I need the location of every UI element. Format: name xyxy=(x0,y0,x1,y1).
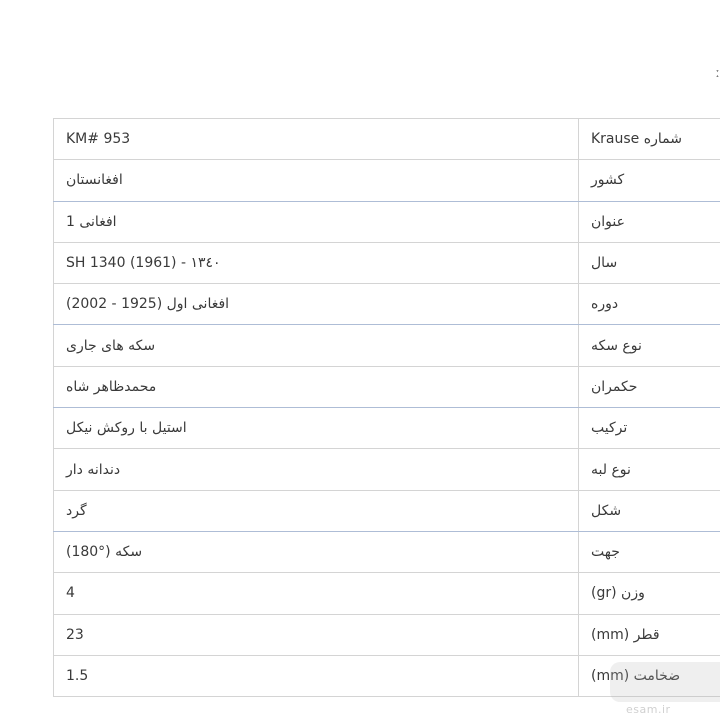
spec-label: ترکیب xyxy=(579,408,720,449)
table-row xyxy=(54,614,720,655)
table-row xyxy=(54,531,720,572)
table-row xyxy=(54,160,720,201)
spec-label: وزن (gr) xyxy=(579,573,720,614)
spec-value: افغانی اول (1925 - 2002) xyxy=(54,284,579,325)
table-row xyxy=(54,490,720,531)
table-row xyxy=(54,284,720,325)
spec-value: سکه های جاری xyxy=(54,325,579,366)
spec-label: کشور xyxy=(579,160,720,201)
table-row xyxy=(54,573,720,614)
spec-value: (180°) سکه xyxy=(54,531,579,572)
spec-value: 4 xyxy=(54,573,579,614)
spec-label: عنوان xyxy=(579,201,720,242)
spec-value: KM# 953 xyxy=(54,119,579,160)
coin-specs-table xyxy=(53,118,720,697)
table-row xyxy=(54,119,720,160)
spec-label: شکل xyxy=(579,490,720,531)
table-row xyxy=(54,655,720,696)
spec-value: گرد xyxy=(54,490,579,531)
spec-label: جهت xyxy=(579,531,720,572)
spec-label: ضخامت (mm) xyxy=(579,655,720,696)
spec-value: افغانستان xyxy=(54,160,579,201)
spec-value: 23 xyxy=(54,614,579,655)
spec-value: محمدظاهر شاه xyxy=(54,366,579,407)
specs-table-body xyxy=(54,119,720,697)
spec-value: دندانه دار xyxy=(54,449,579,490)
table-row xyxy=(54,366,720,407)
spec-value: استیل با روکش نیکل xyxy=(54,408,579,449)
spec-label: شماره Krause xyxy=(579,119,720,160)
spec-label: حکمران xyxy=(579,366,720,407)
spec-label: سال xyxy=(579,242,720,283)
spec-label: نوع سکه xyxy=(579,325,720,366)
spec-value: 1.5 xyxy=(54,655,579,696)
table-row xyxy=(54,325,720,366)
watermark-text: esam.ir xyxy=(626,703,671,716)
table-row xyxy=(54,449,720,490)
table-row xyxy=(54,242,720,283)
spec-value: SH 1340 (1961) - ۱۳٤۰ xyxy=(54,242,579,283)
edge-glyph: ː xyxy=(715,66,720,81)
spec-label: نوع لبه xyxy=(579,449,720,490)
spec-value: 1 افغانی xyxy=(54,201,579,242)
spec-label: دوره xyxy=(579,284,720,325)
table-row xyxy=(54,408,720,449)
table-row xyxy=(54,201,720,242)
spec-label: قطر (mm) xyxy=(579,614,720,655)
